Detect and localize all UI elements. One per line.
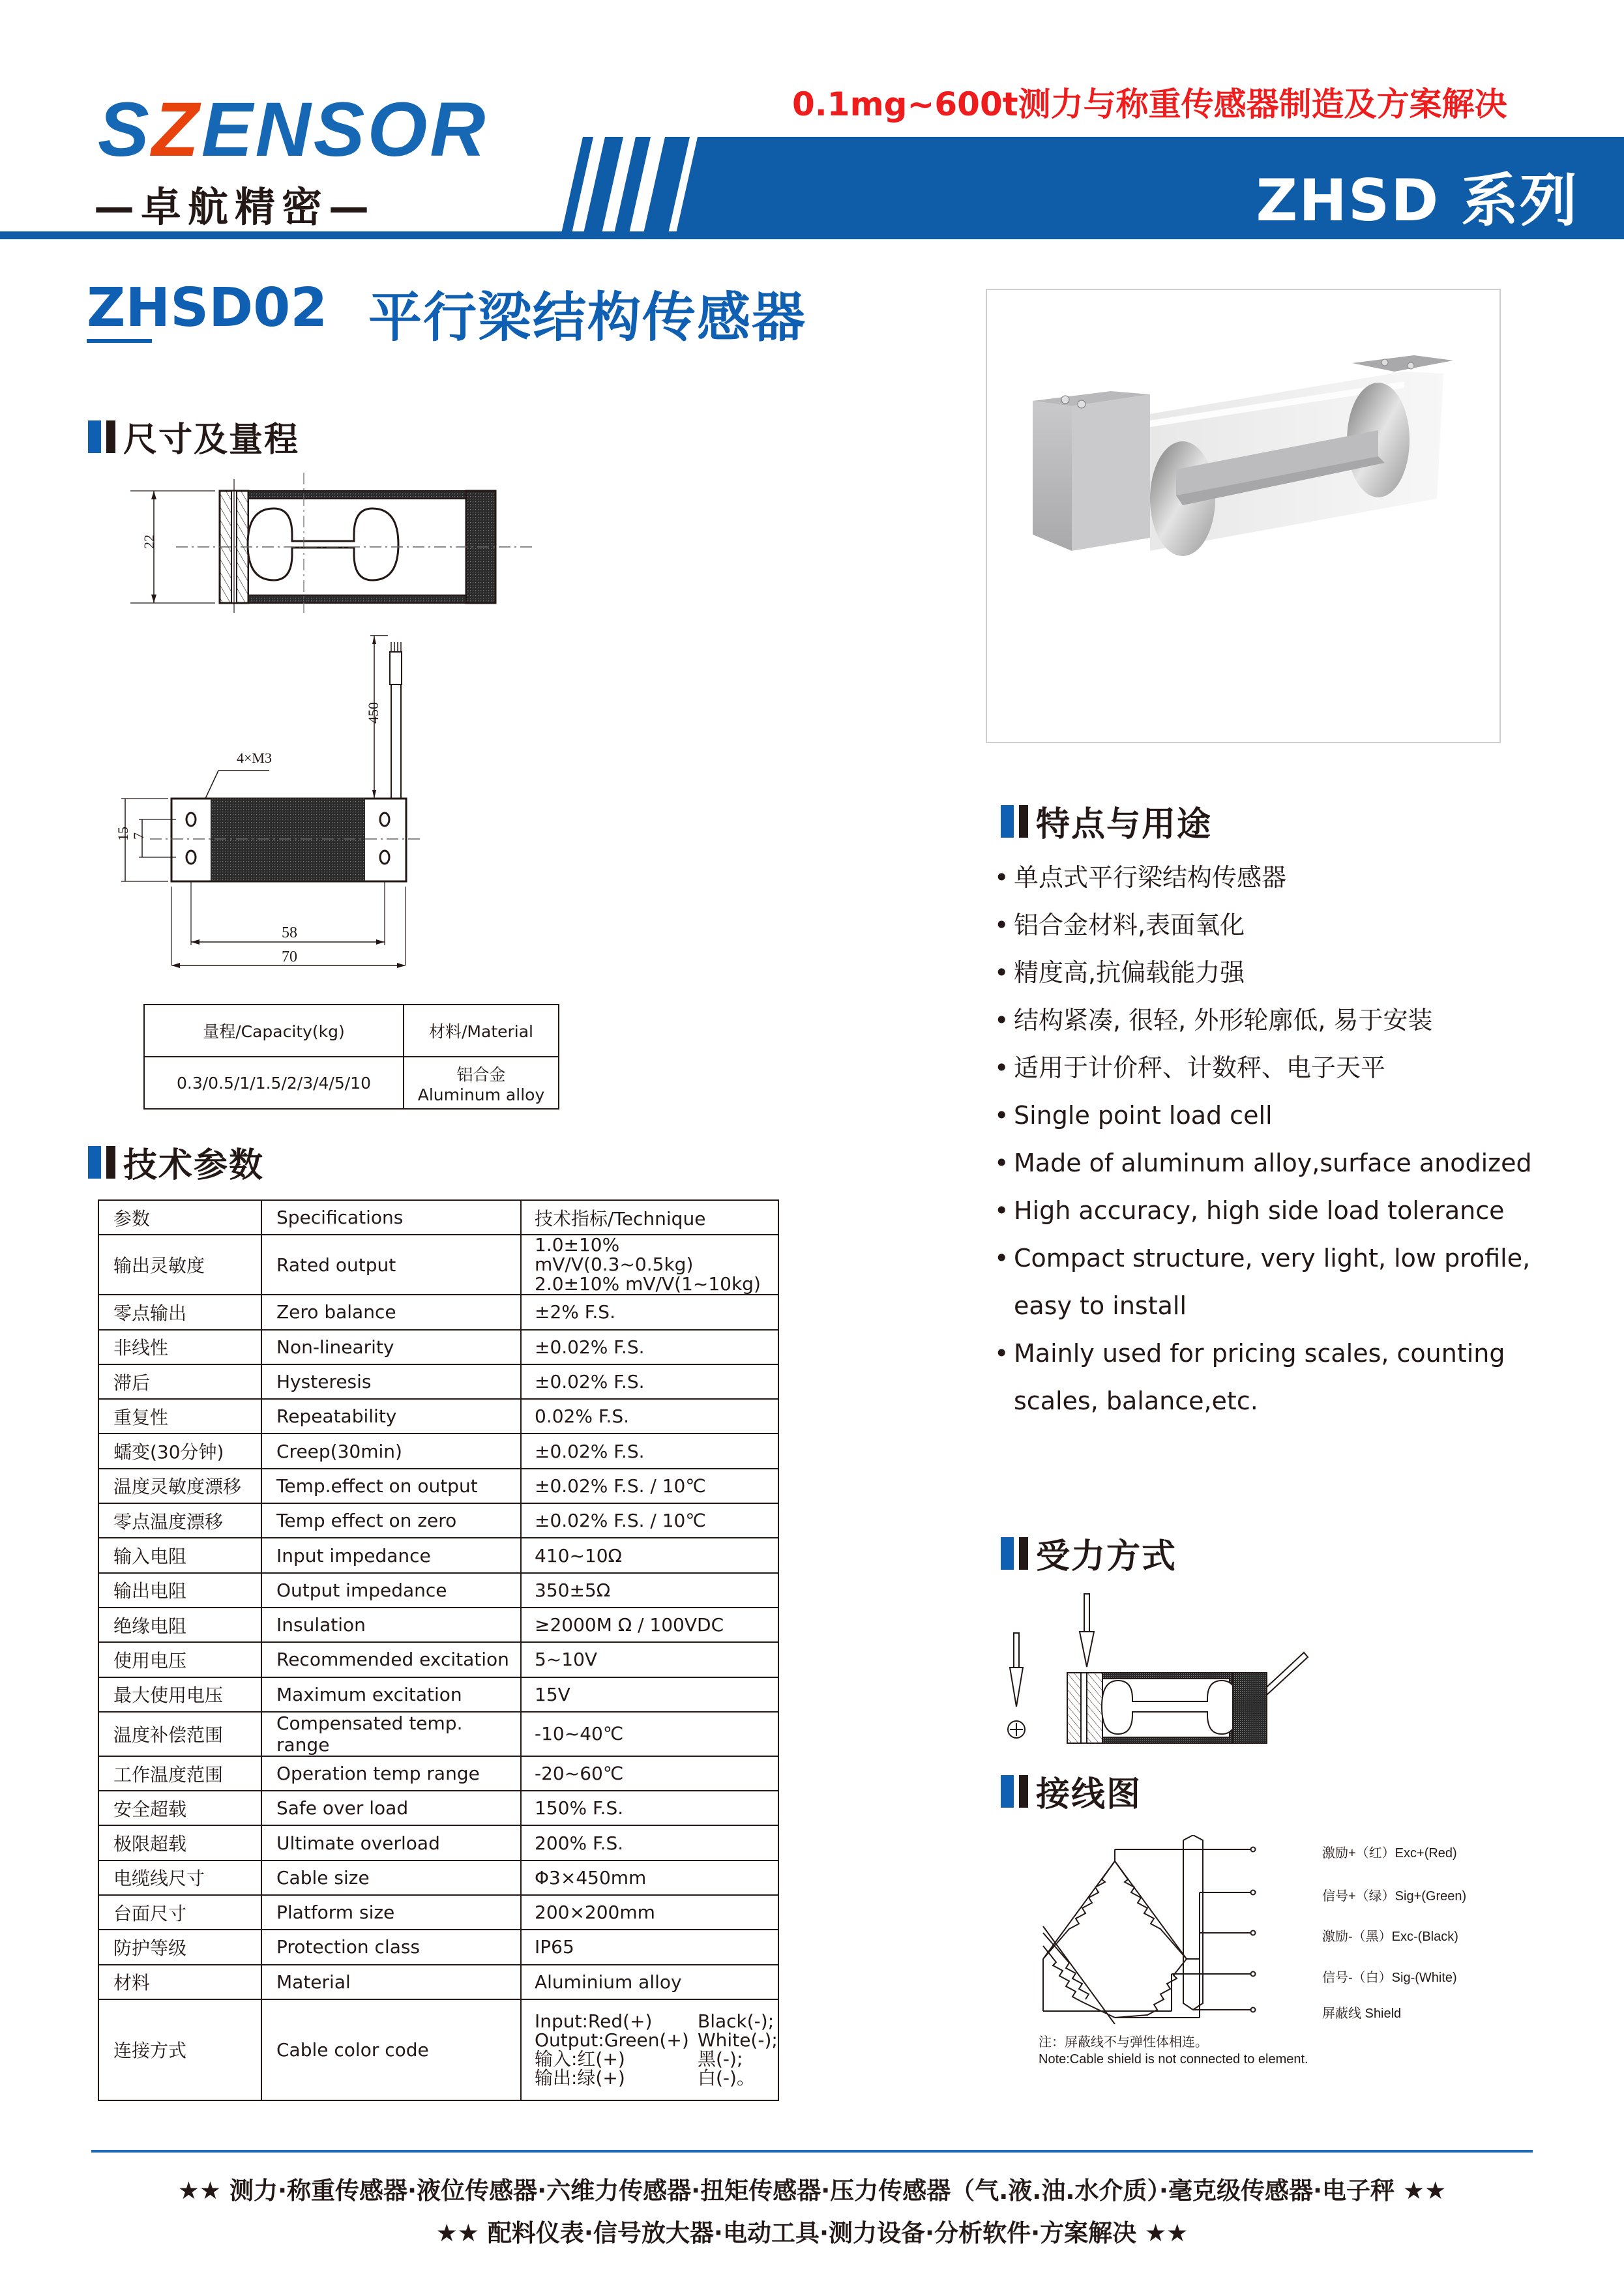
spec-cn: 连接方式 [98, 1999, 261, 2100]
wiring-note-cn: 注：屏蔽线不与弹性体相连。 [1039, 2035, 1208, 2050]
header-tagline: 0.1mg~600t测力与称重传感器制造及方案解决 [792, 85, 1507, 123]
spec-cn: 防护等级 [98, 1930, 261, 1964]
section-title: 技术参数 [123, 1146, 265, 1185]
heading-bar-black [1019, 1537, 1028, 1570]
spec-row [98, 1895, 778, 1930]
capacity-table [143, 1004, 559, 1110]
spec-en: Material [261, 1965, 521, 1999]
cable-line [535, 2068, 778, 2087]
spec-en: Compensated temp. range [261, 1712, 521, 1756]
header-spec: Specifications [261, 1200, 521, 1235]
spec-value: 5~10V [521, 1642, 778, 1677]
spec-value: 350±5Ω [521, 1573, 778, 1608]
product-model: ZHSD02 [87, 277, 328, 339]
heading-bar-blue [88, 420, 101, 453]
cable-positive: Input:Red(+) [535, 2010, 653, 2033]
wheatstone-bridge-diagram [1033, 1835, 1320, 2024]
header-technique: 技术指标/Technique [521, 1200, 778, 1235]
spec-en: Hysteresis [261, 1364, 521, 1399]
spec-en: Temp.effect on output [261, 1469, 521, 1503]
series-label: ZHSD 系列 [1256, 167, 1578, 234]
cable-positive: 输入:红(+) [535, 2048, 625, 2070]
section-heading-loading [1001, 1529, 1177, 1578]
feature-item-continued: easy to install [1014, 1291, 1187, 1320]
dim-width: 15 [115, 827, 131, 841]
cable-negative: White(-); [698, 2029, 778, 2051]
spec-value: 410~10Ω [521, 1538, 778, 1572]
spec-en: Temp effect on zero [261, 1503, 521, 1538]
section-heading-features [1001, 797, 1212, 846]
cable-color-values [521, 1999, 778, 2100]
spec-value: ±0.02% F.S. / 10℃ [521, 1503, 778, 1538]
center-mark-icon [1008, 1721, 1025, 1738]
spec-cn: 输出电阻 [98, 1573, 261, 1608]
feature-item: • 结构紧凑, 很轻, 外形轮廓低, 易于安装 [994, 997, 1581, 1044]
heading-bar-black [106, 1146, 115, 1179]
heading-bar-blue [88, 1146, 101, 1179]
spec-en: Protection class [261, 1930, 521, 1964]
spec-value: 150% F.S. [521, 1791, 778, 1825]
section-title: 接线图 [1036, 1775, 1142, 1814]
feature-item: • Mainly used for pricing scales, counting [994, 1330, 1581, 1377]
heading-bar-black [1019, 805, 1028, 838]
spec-en: Cable size [261, 1860, 521, 1895]
spec-cn: 最大使用电压 [98, 1677, 261, 1712]
section-title: 特点与用途 [1036, 805, 1213, 844]
cable-negative: 白(-)。 [698, 2067, 755, 2089]
spec-cn: 温度灵敏度漂移 [98, 1469, 261, 1503]
material-cn: 铝合金 [456, 1065, 506, 1084]
feature-item: • Single point load cell [994, 1092, 1581, 1140]
spec-value: 200×200mm [521, 1895, 778, 1930]
spec-en: Operation temp range [261, 1756, 521, 1791]
spec-row [98, 1608, 778, 1642]
logo-letter-z: Z [151, 87, 201, 173]
feature-item: • Made of aluminum alloy,surface anodized [994, 1140, 1581, 1187]
spec-en: Ultimate overload [261, 1825, 521, 1860]
spec-row [98, 1235, 778, 1295]
spec-cn: 滞后 [98, 1364, 261, 1399]
spec-value [521, 1235, 778, 1295]
title-underline [87, 339, 152, 343]
spec-row [98, 1712, 778, 1756]
spec-header-row [98, 1200, 778, 1235]
wire-label-shield: 屏蔽线 Shield [1322, 2007, 1402, 2021]
cable-positive: Output:Green(+) [535, 2029, 689, 2051]
spec-en: Creep(30min) [261, 1434, 521, 1468]
logo-letter-s: S [98, 87, 152, 173]
heading-bar-blue [1001, 1775, 1014, 1808]
spec-row [98, 1469, 778, 1503]
spec-row [98, 1756, 778, 1791]
spec-cn: 材料 [98, 1965, 261, 1999]
product-name: 平行梁结构传感器 [368, 287, 807, 349]
feature-item-continued: scales, balance,etc. [1014, 1387, 1258, 1415]
cable-negative: 黑(-); [698, 2048, 743, 2070]
spec-en: Cable color code [261, 1999, 521, 2100]
material-header: 材料/Material [404, 1005, 559, 1057]
wire-label-exc-plus: 激励+（红）Exc+(Red) [1322, 1846, 1457, 1860]
heading-bar-black [1019, 1775, 1028, 1808]
hole-callout: 4×M3 [237, 750, 272, 766]
footer-products-line1: ★★ 测力·称重传感器·液位传感器·六维力传感器·扭矩传感器·压力传感器（气.液.油.水介质）·毫克级传感器·电子秤 ★★ [177, 2177, 1447, 2205]
section-heading-dimensions [88, 412, 299, 461]
spec-value: 15V [521, 1677, 778, 1712]
spec-en: Output impedance [261, 1573, 521, 1608]
material-value [404, 1057, 559, 1109]
spec-en: Input impedance [261, 1538, 521, 1572]
spec-value: ±2% F.S. [521, 1295, 778, 1329]
spec-en: Platform size [261, 1895, 521, 1930]
spec-value: IP65 [521, 1930, 778, 1964]
spec-cn: 输出灵敏度 [98, 1235, 261, 1295]
spec-cn: 使用电压 [98, 1642, 261, 1677]
spec-en: Zero balance [261, 1295, 521, 1329]
spec-row [98, 1825, 778, 1860]
spec-en: Repeatability [261, 1399, 521, 1434]
section-heading-specs [88, 1138, 264, 1186]
wiring-note-en: Note:Cable shield is not connected to element. [1039, 2052, 1308, 2066]
force-arrow-large-icon [1080, 1594, 1094, 1667]
spec-cn: 工作温度范围 [98, 1756, 261, 1791]
loading-diagram [991, 1591, 1336, 1747]
material-en: Aluminum alloy [417, 1085, 545, 1104]
spec-value: Φ3×450mm [521, 1860, 778, 1895]
spec-row [98, 1399, 778, 1434]
footer-products-line2: ★★ 配料仪表·信号放大器·电动工具·测力设备·分析软件·方案解决 ★★ [436, 2219, 1188, 2247]
heading-bar-black [106, 420, 115, 453]
spec-row [98, 1295, 778, 1329]
top-view-drawing [104, 626, 691, 978]
dim-length: 70 [282, 948, 297, 965]
spec-row [98, 1503, 778, 1538]
cable-line [535, 2012, 778, 2031]
spec-cn: 重复性 [98, 1399, 261, 1434]
spec-row [98, 1538, 778, 1572]
spec-cn: 蠕变(30分钟) [98, 1434, 261, 1468]
spec-value-line: 1.0±10% mV/V(0.3~0.5kg) [535, 1234, 694, 1276]
spec-row [98, 1364, 778, 1399]
force-arrow-small-icon [1010, 1633, 1023, 1707]
spec-cn: 安全超载 [98, 1791, 261, 1825]
spec-row [98, 1677, 778, 1712]
spec-en: Non-linearity [261, 1330, 521, 1364]
cable-line [535, 2050, 778, 2068]
dim-hole-spacing-h: 58 [282, 924, 297, 941]
spec-en: Insulation [261, 1608, 521, 1642]
spec-cn: 非线性 [98, 1330, 261, 1364]
cable-positive: 输出:绿(+) [535, 2067, 625, 2089]
logo-chinese-name: —卓航精密— [93, 183, 376, 231]
wiring-note [1039, 2034, 1308, 2068]
dim-cable: 450 [365, 702, 381, 724]
spec-value: ±0.02% F.S. / 10℃ [521, 1469, 778, 1503]
spec-row [98, 1791, 778, 1825]
feature-item: • Compact structure, very light, low profile, [994, 1235, 1581, 1282]
wire-label-exc-minus: 激励-（黑）Exc-(Black) [1322, 1930, 1458, 1944]
header-param: 参数 [98, 1200, 261, 1235]
wire-label-sig-plus: 信号+（绿）Sig+(Green) [1322, 1889, 1467, 1904]
spec-cn: 输入电阻 [98, 1538, 261, 1572]
spec-value: ≥2000M Ω / 100VDC [521, 1608, 778, 1642]
spec-value: 0.02% F.S. [521, 1399, 778, 1434]
feature-item: • 铝合金材料,表面氧化 [994, 902, 1581, 949]
section-heading-wiring [1001, 1767, 1142, 1816]
product-photo-frame [986, 289, 1501, 743]
heading-bar-blue [1001, 1537, 1014, 1570]
spec-cn: 极限超载 [98, 1825, 261, 1860]
capacity-value: 0.3/0.5/1/1.5/2/3/4/5/10 [144, 1057, 404, 1109]
spec-cn: 电缆线尺寸 [98, 1860, 261, 1895]
spec-row [98, 1434, 778, 1468]
logo-letters-rest: ENSOR [201, 87, 488, 173]
features-list [994, 854, 1581, 1425]
spec-row-cable [98, 1999, 778, 2100]
spec-row [98, 1330, 778, 1364]
spec-row [98, 1930, 778, 1964]
spec-en: Safe over load [261, 1791, 521, 1825]
feature-item: • 适用于计价秤、计数秤、电子天平 [994, 1044, 1581, 1092]
spec-cn: 温度补偿范围 [98, 1712, 261, 1756]
spec-value: Aluminium alloy [521, 1965, 778, 1999]
spec-cn: 零点输出 [98, 1295, 261, 1329]
feature-item: • High accuracy, high side load tolerance [994, 1187, 1581, 1235]
spec-value: ±0.02% F.S. [521, 1364, 778, 1399]
heading-bar-blue [1001, 805, 1014, 838]
spec-row [98, 1642, 778, 1677]
section-title: 受力方式 [1036, 1537, 1177, 1576]
load-cell-photo [987, 290, 1499, 742]
feature-item: • 精度高,抗偏载能力强 [994, 949, 1581, 997]
spec-row [98, 1573, 778, 1608]
capacity-header: 量程/Capacity(kg) [144, 1005, 404, 1057]
spec-value: 200% F.S. [521, 1825, 778, 1860]
wire-label-sig-minus: 信号-（白）Sig-(White) [1322, 1971, 1457, 1985]
spec-en: Recommended excitation [261, 1642, 521, 1677]
spec-cn: 台面尺寸 [98, 1895, 261, 1930]
spec-value: -20~60℃ [521, 1756, 778, 1791]
dim-hole-spacing-v: 7 [130, 832, 147, 840]
cable-negative: Black(-); [698, 2010, 775, 2033]
spec-en: Rated output [261, 1235, 521, 1295]
spec-table [98, 1199, 779, 2101]
spec-row [98, 1860, 778, 1895]
spec-en: Maximum excitation [261, 1677, 521, 1712]
footer-divider [91, 2150, 1533, 2153]
spec-value-line: 2.0±10% mV/V(1~10kg) [535, 1273, 761, 1295]
spec-value: ±0.02% F.S. [521, 1434, 778, 1468]
spec-value: -10~40℃ [521, 1712, 778, 1756]
feature-item: • 单点式平行梁结构传感器 [994, 854, 1581, 902]
spec-cn: 零点温度漂移 [98, 1503, 261, 1538]
dim-height: 22 [141, 535, 157, 549]
cable-line [535, 2031, 778, 2050]
spec-value: ±0.02% F.S. [521, 1330, 778, 1364]
spec-cn: 绝缘电阻 [98, 1608, 261, 1642]
spec-row [98, 1965, 778, 1999]
section-title: 尺寸及量程 [123, 420, 300, 460]
